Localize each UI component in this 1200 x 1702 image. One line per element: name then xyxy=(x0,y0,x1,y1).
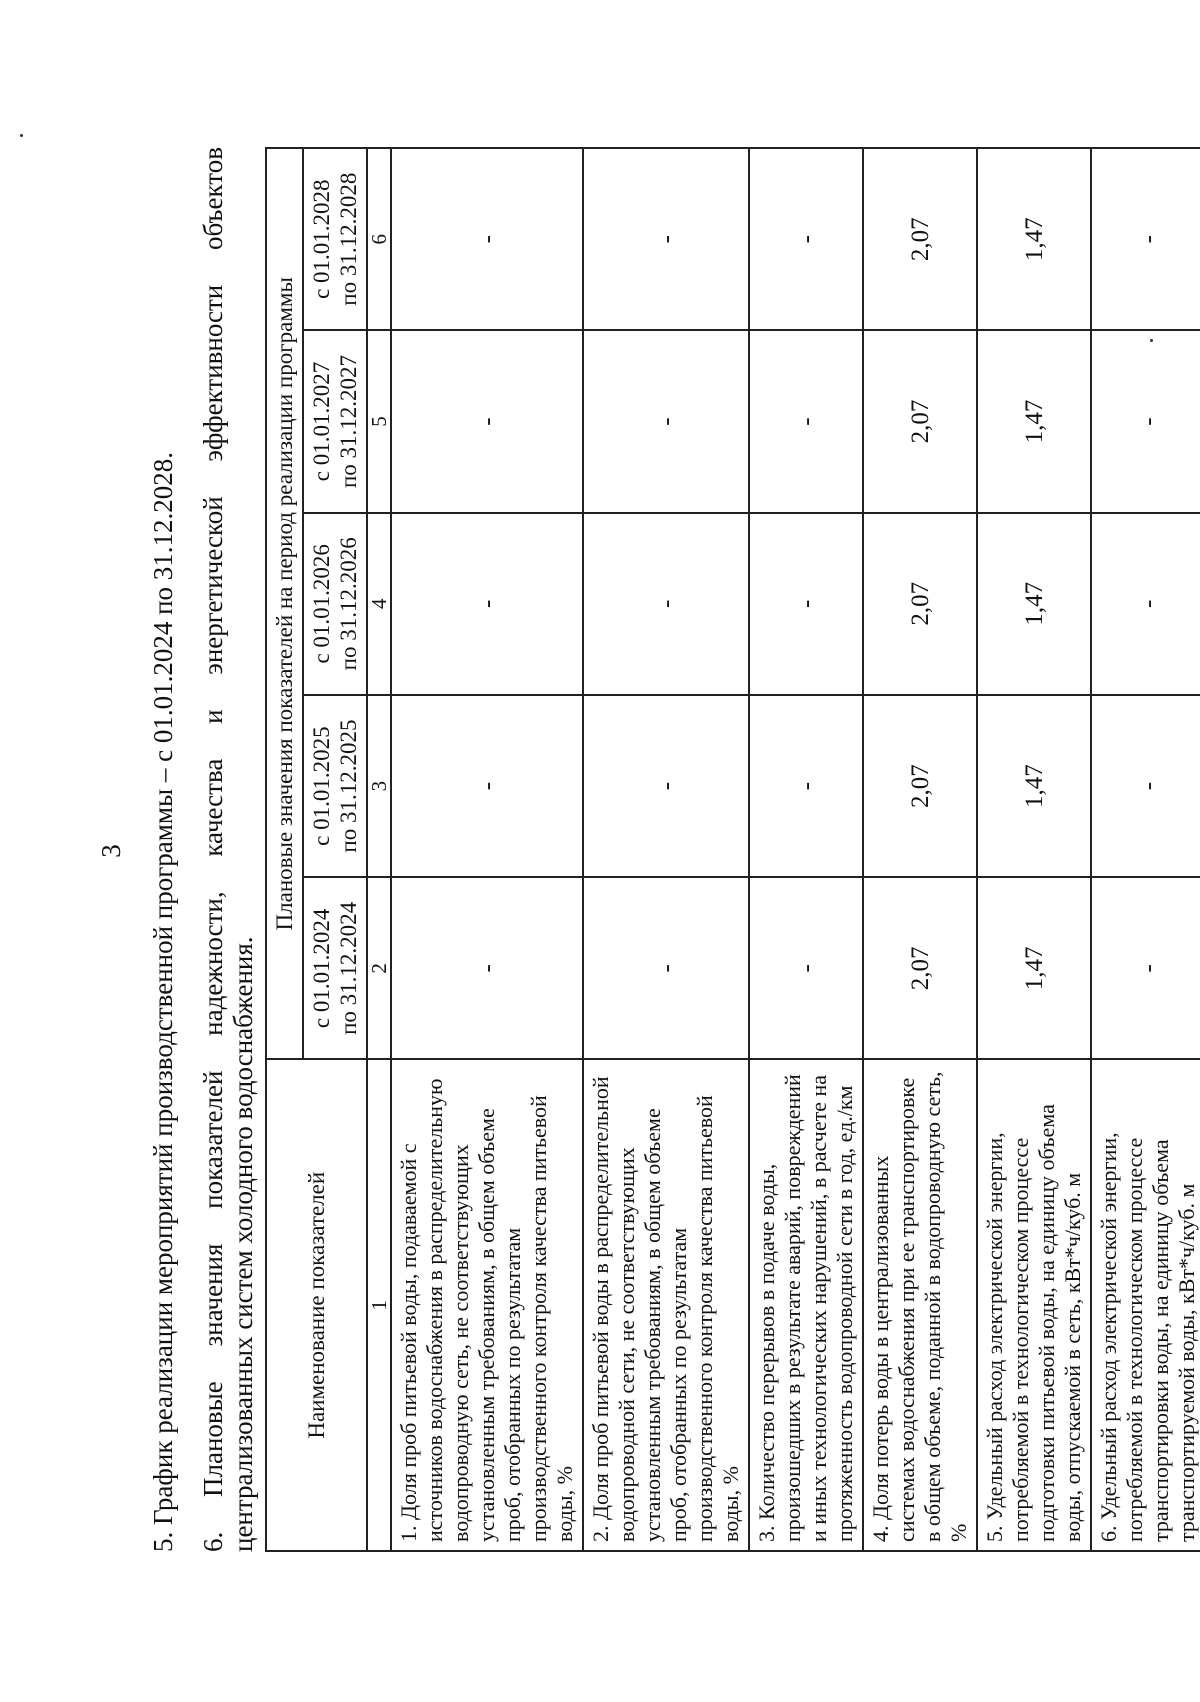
column-number: 5 xyxy=(367,330,391,512)
indicator-value: - xyxy=(749,330,863,512)
indicator-value: 2,07 xyxy=(863,695,977,877)
table-row xyxy=(391,148,583,1551)
title-word: значения xyxy=(198,1243,228,1347)
title-word: эффективности xyxy=(198,284,228,462)
indicator-value: - xyxy=(391,513,583,695)
period-from: с 01.01.2028 xyxy=(309,179,334,299)
title-word: надежности, xyxy=(198,891,228,1036)
column-number: 3 xyxy=(367,695,391,877)
period-to: по 31.12.2025 xyxy=(336,719,361,853)
indicator-name: 1. Доля проб питьевой воды, подаваемой с источников водоснабжения в распределительную водопроводную сеть, не соответствующих установленным требованиям, в общем объеме проб, отобранных по результатам производственного контроля качества питьевой воды, % xyxy=(391,1060,583,1552)
indicator-value: 1,47 xyxy=(977,148,1091,330)
period-from: с 01.01.2024 xyxy=(309,908,334,1029)
column-numbers-row xyxy=(367,148,391,1551)
column-header-period xyxy=(303,513,367,695)
indicator-value: 2,07 xyxy=(863,877,977,1059)
title-word: показателей xyxy=(198,1070,228,1209)
indicator-value: 1,47 xyxy=(977,695,1091,877)
indicator-value: - xyxy=(749,695,863,877)
indicator-value: 1,47 xyxy=(977,330,1091,512)
column-group-header: Плановые значения показателей на период реализации программы xyxy=(266,148,303,1060)
indicators-table xyxy=(265,147,1200,1552)
column-header-period xyxy=(303,877,367,1059)
indicator-value: 1,47 xyxy=(977,513,1091,695)
indicator-value: - xyxy=(749,877,863,1059)
table-row xyxy=(977,148,1091,1551)
title-word: объектов xyxy=(198,147,228,251)
scan-speck xyxy=(20,134,23,137)
title-word: и xyxy=(198,709,228,724)
column-header-period xyxy=(303,148,367,330)
indicator-value: - xyxy=(583,513,749,695)
indicator-value: 1,47 xyxy=(977,877,1091,1059)
indicator-value: - xyxy=(1091,330,1200,512)
column-number: 2 xyxy=(367,877,391,1059)
indicator-name: 3. Количество перерывов в подаче воды, произошедших в результате аварий, повреждений и иных технологических нарушений, в расчете на протяженность водопроводной сети в год, ед./км xyxy=(749,1060,863,1552)
title-word: 6. xyxy=(198,1531,228,1552)
period-from: с 01.01.2025 xyxy=(309,726,334,846)
indicator-name: 4. Доля потерь воды в централизованных системах водоснабжения при ее транспортировке в общем объеме, поданной в водопроводную сеть, % xyxy=(863,1060,977,1552)
table-row xyxy=(1091,148,1200,1551)
period-to: по 31.12.2026 xyxy=(336,537,361,671)
section-6-title-line1 xyxy=(198,147,228,1552)
indicator-value: - xyxy=(1091,877,1200,1059)
column-header-period xyxy=(303,330,367,512)
indicator-value: - xyxy=(583,330,749,512)
indicator-name: 6. Удельный расход электрической энергии, потребляемой в технологическом процессе транспортировки воды, на единицу объема транспортируемой воды, кВт*ч/куб. м xyxy=(1091,1060,1200,1552)
title-word: энергетической xyxy=(198,496,228,675)
indicator-value: 2,07 xyxy=(863,513,977,695)
indicator-value: - xyxy=(1091,695,1200,877)
table-header-row xyxy=(266,148,303,1551)
period-to: по 31.12.2027 xyxy=(336,354,361,489)
title-word: Плановые xyxy=(198,1381,228,1498)
column-number: 6 xyxy=(367,148,391,330)
column-number: 4 xyxy=(367,513,391,695)
indicators-table-wrapper xyxy=(265,147,1200,1552)
page-number: 3 xyxy=(96,844,126,858)
indicator-name: 2. Доля проб питьевой воды в распределительной водопроводной сети, не соответствующих установленным требованиям, в общем объеме проб, отобранных по результатам производственного контроля качества питьевой воды, % xyxy=(583,1060,749,1552)
indicator-value: - xyxy=(1091,513,1200,695)
indicator-value: - xyxy=(391,877,583,1059)
table-row xyxy=(749,148,863,1551)
indicator-value: - xyxy=(583,877,749,1059)
period-to: по 31.12.2028 xyxy=(336,172,361,306)
indicator-value: - xyxy=(391,148,583,330)
column-header-period xyxy=(303,695,367,877)
indicator-value: - xyxy=(749,148,863,330)
indicator-value: - xyxy=(583,695,749,877)
table-row xyxy=(863,148,977,1551)
section-6-title-line2: централизованных систем холодного водоснабжения. xyxy=(228,936,258,1552)
period-from: с 01.01.2026 xyxy=(309,544,334,664)
indicator-value: 2,07 xyxy=(863,330,977,512)
indicator-name: 5. Удельный расход электрической энергии, потребляемой в технологическом процессе подготовки питьевой воды, на единицу объема воды, отпускаемой в сеть, кВт*ч/куб. м xyxy=(977,1060,1091,1552)
scan-speck xyxy=(1150,339,1153,342)
title-word: качества xyxy=(198,758,228,857)
section-6-title xyxy=(198,147,258,1552)
indicator-value: - xyxy=(1091,148,1200,330)
indicator-value: 2,07 xyxy=(863,148,977,330)
indicator-value: - xyxy=(583,148,749,330)
column-header-name: Наименование показателей xyxy=(266,1060,367,1552)
indicator-value: - xyxy=(391,330,583,512)
indicator-value: - xyxy=(391,695,583,877)
period-to: по 31.12.2024 xyxy=(336,901,361,1035)
indicator-value: - xyxy=(749,513,863,695)
section-5-title: 5. График реализации мероприятий производственной программы – с 01.01.2024 по 31.12.2028. xyxy=(148,451,178,1552)
table-row xyxy=(583,148,749,1551)
period-from: с 01.01.2027 xyxy=(309,361,334,482)
column-number: 1 xyxy=(367,1060,391,1552)
